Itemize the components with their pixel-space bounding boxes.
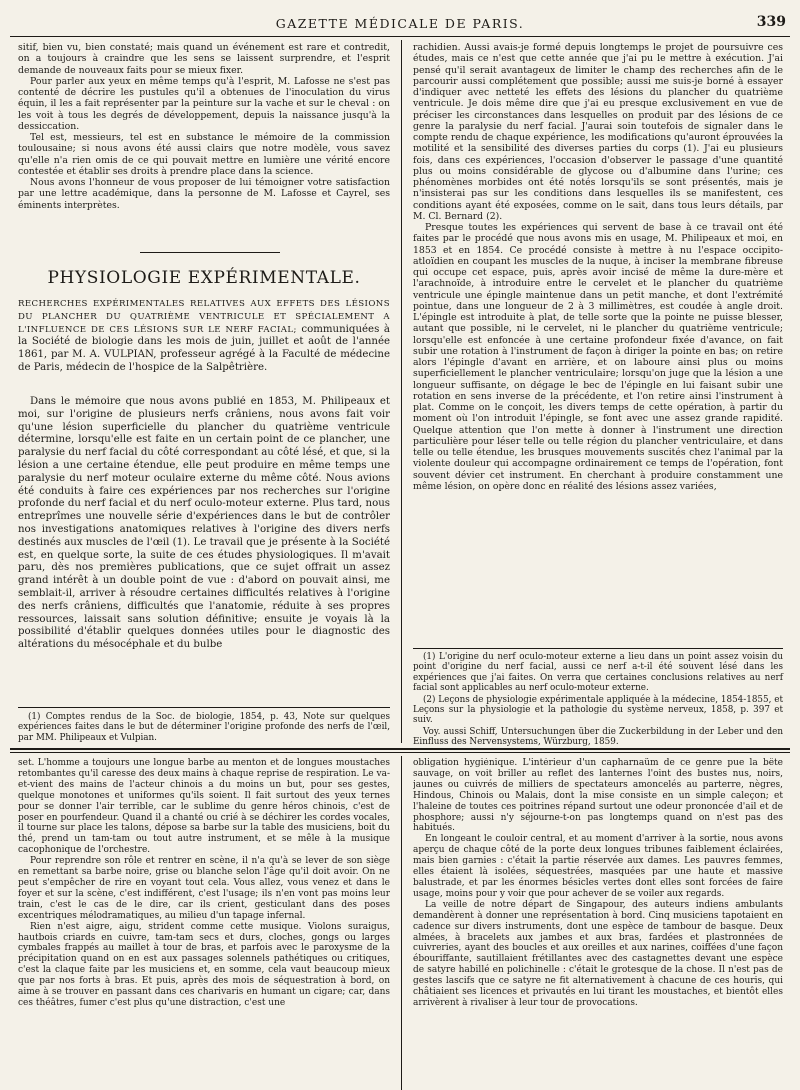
feuilleton-paragraph: La veille de notre départ de Singapour, des auteurs indiens ambulants demandèrent à donner une représentation à bord. Cinq musiciens tapotaient en cadence sur divers instruments, dont une espèce de tambour de basque. Deux almées, à bracelets aux jambes et aux bras, fardées et plastronnées de cuivreries, ayant des boucles et aux oreilles et aux narines, coiffées d'une façon ébouriffante, sautillaient frétillantes avec des castagnettes devant une espèce de satyre habillé en polichinelle : c'était le grotesque de la chose. Il n'est pas de gestes lascifs que ce satyre ne fit alternativement à chacune de ces houris, qui châtiaient ses licences et privautés en lui tirant les moustaches, et bientôt elles arrivèrent à rivaliser à leur tour de provocations. [413, 899, 783, 1008]
article-paragraph: Dans le mémoire que nous avons publié en 1853, M. Philipeaux et moi, sur l'origine de plusieurs nerfs crâniens, nous avons fait voir qu'une lésion superficielle du plancher du quatrième ventricule détermine, lorsqu'elle est faite en un certain point de ce plancher, une paralysie du nerf facial du côté correspondant au côté lésé, et que, si la lésion a une certaine étendue, elle peut produire en même temps une paralysie du nerf moteur oculaire externe du même côté. Nous avions été conduits à faire ces expériences par nos recherches sur l'origine profonde du nerf facial et du nerf oculo-moteur externe. Plus tard, nous entreprîmes une nouvelle série d'expériences dans le but de contrôler nos investigations anatomiques relatives à l'origine des divers nerfs destinés aux muscles de l'œil (1). Le travail que je présente à la Société est, en quelque sorte, la suite de ces études physiologiques. Il m'avait paru, dès nos premières publications, que ce sujet offrait un assez grand intérêt à un double point de vue : d'abord on pouvait ainsi, me semblait-il, arriver à résoudre certaines difficultés relatives à l'origine des nerfs crâniens, difficultés que l'anatomie, réduite à ses propres ressources, laissait sans solution définitive; ensuite je voyais là la possibilité d'établir quelques données utiles pour le diagnostic des altérations du mésocéphale et du bulbe [18, 396, 390, 651]
feuilleton-paragraph: set. L'homme a toujours une longue barbe au menton et de longues moustaches retombantes qu'il caresse des deux mains à chaque reprise de respiration. Le va-et-vient des mains de l'acteur chinois a du moins un but, pour ses gestes, quelque monotones et uniformes qu'ils soient. Il fait surtout des yeux ternes pour se donner l'air terrible, car le sublime du genre héros chinois, c'est de poser en pourfendeur. Quand il a chanté ou crié à se déchirer les cordes vocales, il tourne sur place les talons, dépose sa barbe sur la table des musiciens, boit du thé, prend un tam-tam ou tout autre instrument, et se mêle à la musique cacophonique de l'orchestre. [18, 758, 390, 856]
column-divider-top [401, 40, 402, 743]
report-paragraph: Nous avons l'honneur de vous proposer de lui témoigner votre satisfaction par une lettre académique, dans la personne de M. Lafosse et Cayrel, ses éminents interprètes. [18, 177, 390, 211]
report-paragraph: Pour parler aux yeux en même temps qu'à l'esprit, M. Lafosse ne s'est pas contenté de décrire les pustules qu'il a obtenues de l'inoculation du virus équin, il les a fait représenter par la peinture sur la vache et sur le cheval : on les voit à tous les degrés de développement, depuis la naissance jusqu'à la dessiccation. [18, 75, 390, 132]
report-paragraph: sitif, bien vu, bien constaté; mais quand un événement est rare et contredit, on a toujours à craindre que les sens se laissent surprendre, et l'esprit demande de nouveaux faits pour se mieux fixer. [18, 42, 390, 76]
feuilleton-column-right [413, 758, 783, 1088]
article-heading [18, 298, 390, 375]
feuilleton-paragraph: Rien n'est aigre, aigu, strident comme cette musique. Violons suraigus, hautbois criards en cuivre, tam-tam secs et durs, cloches, gongs ou larges cymbales frappés au maillet à tour de bras, et parfois avec le paroxysme de la précipitation quand on en est aux passages solennels pathétiques ou critiques, c'est la claque faite par les musiciens et, en somme, cela vaut beaucoup mieux que par nos forts à bras. Et puis, après des mois de séquestration à bord, on aime à se trouver en passant dans ces charivaris en humant un cigare; car, dans ces théâtres, fumer c'est plus qu'une distraction, c'est une [18, 921, 390, 1008]
footnote-rule-left [18, 707, 390, 708]
section-separator-rule [140, 252, 280, 253]
footnote: Voy. aussi Schiff, Untersuchungen über die Zuckerbildung in der Leber und den Einfluss des Nervensystems, Würzburg, 1859. [413, 726, 783, 748]
header-rule [10, 36, 790, 37]
article-heading-caps: RECHERCHES EXPÉRIMENTALES RELATIVES AUX EFFETS DES LÉSIONS DU PLANCHER DU QUATRIÈME VENTRICULE ET SPÉCIALEMENT A L'INFLUENCE DE CES LÉSIONS SUR LE NERF FACIAL; [18, 299, 390, 335]
article-paragraph: Presque toutes les expériences qui servent de base à ce travail ont été faites par le procédé que nous avons mis en usage, M. Philipeaux et moi, en 1853 et en 1854. Ce procédé consiste à mettre à nu l'espace occipito-atloïdien en coupant les muscles de la nuque, à inciser la membrane fibreuse qui occupe cet espace, puis, après avoir incisé de même la dure-mère et l'arachnoïde, à introduire entre le cervelet et le plancher du quatrième ventricule une épingle maintenue dans un petit manche, et dont l'extrémité pointue, dans une longueur de 2 à 3 millimètres, est coudée à angle droit. L'épingle est introduite à plat, de telle sorte que la pointe ne puisse blesser, autant que possible, ni le cervelet, ni le plancher du quatrième ventricule; lorsqu'elle est enfoncée à une certaine profondeur fixée d'avance, on fait subir une rotation à l'instrument de façon à diriger la pointe en bas; on retire alors l'épingle d'avant en arrière, et on laboure ainsi plus ou moins superficiellement le plancher ventriculaire; lorsqu'on juge que la lésion a une longueur suffisante, on dégage le bec de l'épingle en lui faisant subir une rotation en sens inverse de la précédente, et l'on retire ainsi l'instrument à plat. Comme on le conçoit, les divers temps de cette opération, à partir du moment où l'on introduit l'épingle, se font avec une assez grande rapidité. Quelque attention que l'on mette à donner à l'instrument une direction particulière pour léser telle ou telle région du plancher ventriculaire, et dans telle ou telle étendue, les brusques mouvements suscités chez l'animal par la violente douleur qui accompagne ordinairement ce temps de l'opération, font souvent dévier cet instrument. En cherchant à produire constamment une même lésion, on opère donc en réalité des lésions assez variées, [413, 222, 783, 492]
running-title: GAZETTE MÉDICALE DE PARIS. [275, 16, 525, 31]
footnote: (1) L'origine du nerf oculo-moteur externe a lieu dans un point assez voisin du point d'origine du nerf facial, aussi ce nerf a-t-il été souvent lésé dans les expériences que j'ai faites. On verra que certaines conclusions relatives au nerf facial sont applicables au nerf oculo-moteur externe. [413, 652, 783, 694]
section-title: PHYSIOLOGIE EXPÉRIMENTALE. [47, 268, 361, 288]
article-paragraph: rachidien. Aussi avais-je formé depuis longtemps le projet de poursuivre ces études, mais ce n'est que cette année que j'ai pu le mettre à exécution. J'ai pensé qu'il serait avantageux de limiter le champ des recherches afin de le parcourir aussi complétement que possible; aussi me suis-je borné à essayer d'indiquer avec netteté les effets des lésions du plancher du quatrième ventricule. Je dois même dire que j'ai eu presque exclusivement en vue de préciser les circonstances dans lesquelles on produit par des lésions de ce genre la paralysie du nerf facial. J'aurai soin toutefois de signaler dans le compte rendu de chaque expérience, les modifications qu'auront éprouvées la motilité et la sensibilité des diverses parties du corps (1). J'ai eu plusieurs fois, dans ces expériences, l'occasion d'observer le passage d'une quantité plus ou moins considérable de glycose ou d'albumine dans l'urine; ces phénomènes morbides ont été notés lorsqu'ils se sont présentés, mais je n'insisterai pas sur les conditions dans lesquelles ils se manifestent, ces conditions ayant été exposées, comme on le sait, dans tous leurs détails, par M. Cl. Bernard (2). [413, 42, 783, 222]
feuilleton-rule [10, 748, 790, 750]
column-divider-bottom [401, 756, 402, 1090]
report-paragraph: Tel est, messieurs, tel est en substance le mémoire de la commission toulousaine; si nous avons été aussi clairs que notre modèle, vous savez qu'elle n'a rien omis de ce qui pouvait mettre en lumière une vérité encore contestée et établir ses droits à prendre place dans la science. [18, 132, 390, 177]
article-column-left [18, 396, 390, 716]
previous-report-column [18, 42, 390, 248]
footnote: (1) Comptes rendus de la Soc. de biologie, 1854, p. 43, Note sur quelques expériences faites dans le but de déterminer l'origine profonde des nerfs de l'œil, par MM. Philipeaux et Vulpian. [18, 712, 390, 743]
article-heading-rest: communiquées à la Société de biologie dans les mois de juin, juillet et août de l'année 1861, par M. A. VULPIAN, professeur agrégé à la Faculté de médecine de Paris, médecin de l'hospice de la Salpêtrière. [18, 323, 390, 373]
feuilleton-paragraph: obligation hygiénique. L'intérieur d'un capharnaüm de ce genre pue la bête sauvage, on voit briller au reflet des lanternes l'oint des bustes nus, noirs, jaunes ou cuivrés de milliers de spectateurs amoncelés au parterre, nègres, Hindous, Chinois ou Malais, dont la mise consiste en un simple caleçon; et l'haleine de toutes ces poitrines répand surtout une odeur prononcée d'ail et de phosphore; aussi n'y séjourne-t-on pas longtemps quand on n'est pas des habitués. [413, 758, 783, 834]
footnote-rule-right [413, 648, 783, 649]
footnotes-left [18, 712, 390, 744]
feuilleton-paragraph: Pour reprendre son rôle et rentrer en scène, il n'a qu'à se lever de son siège en remettant sa barbe noire, grise ou blanche selon l'âge qu'il doit avoir. On ne peut s'empêcher de rire en voyant tout cela. Vous allez, vous venez et dans le foyer et sur la scène, c'est indifférent, c'est l'usage; ils n'en vont pas moins leur train, c'est le cas de le dire, car ils crient, gesticulant dans des poses excentriques mélodramatiques, au milieu d'un tapage infernal. [18, 856, 390, 921]
running-head [0, 14, 800, 36]
page-number: 339 [756, 14, 786, 30]
footnote: (2) Leçons de physiologie expérimentale appliquée à la médecine, 1854-1855, et Leçons sur la physiologie et la pathologie du système nerveux, 1858, p. 397 et suiv. [413, 694, 783, 726]
feuilleton-column-left [18, 758, 390, 1088]
feuilleton-rule-thin [10, 752, 790, 753]
footnotes-right [413, 652, 783, 748]
feuilleton-paragraph: En longeant le couloir central, et au moment d'arriver à la sortie, nous avons aperçu de chaque côté de la porte deux longues tribunes faiblement éclairées, mais bien garnies : c'était la partie réservée aux dames. Les pauvres femmes, elles étaient là isolées, séquestrées, masquées par une haute et massive balustrade, et par les énormes bésicles vertes dont elles sont forcées de faire usage, moins pour y voir que pour achever de se voiler aux regards. [413, 834, 783, 899]
article-column-right [413, 42, 783, 648]
